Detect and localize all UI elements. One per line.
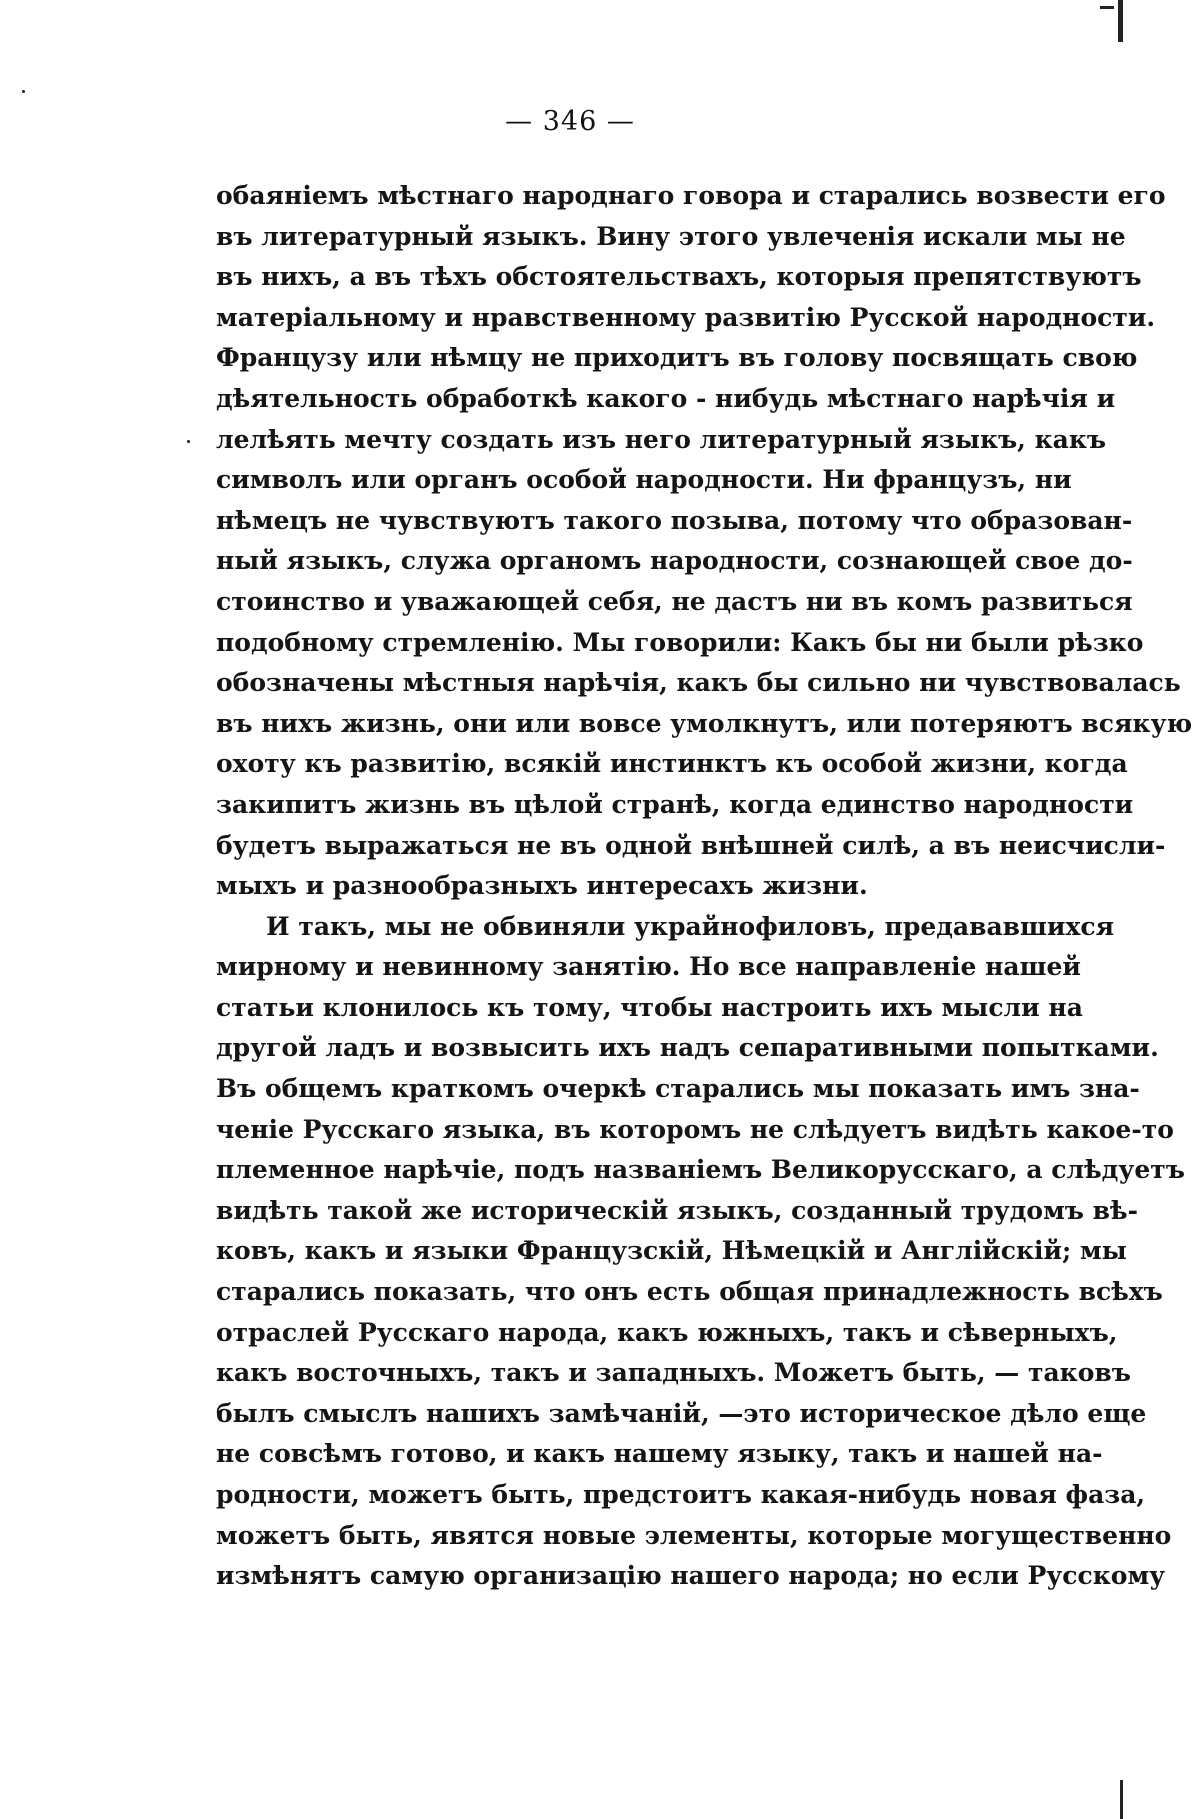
text-line: нѣмецъ не чувствуютъ такого позыва, потому что образован- [216, 505, 1133, 535]
text-line: измѣнятъ самую организацію нашего народа; но если Русскому [216, 1561, 1166, 1591]
scan-edge-mark [1118, 0, 1123, 42]
text-line: мыхъ и разнообразныхъ интересахъ жизни. [216, 871, 868, 901]
text-line: въ нихъ, а въ тѣхъ обстоятельствахъ, которыя препятствуютъ [216, 262, 1142, 292]
text-line: въ литературный языкъ. Вину этого увлеченія искали мы не [216, 221, 1126, 251]
text-line: въ нихъ жизнь, они или вовсе умолкнутъ, или потеряютъ всякую [216, 708, 1192, 738]
text-line: Французу или нѣмцу не приходитъ въ голову посвящать свою [216, 343, 1138, 373]
paragraph-1 [216, 176, 1192, 907]
text-line: стоинство и уважающей себя, не дастъ ни въ комъ развиться [216, 586, 1133, 616]
scan-edge-mark [1100, 6, 1114, 9]
text-line: другой ладъ и возвысить ихъ надъ сепаративными попытками. [216, 1033, 1159, 1063]
text-line: лелѣять мечту создать изъ него литературный языкъ, какъ [216, 424, 1107, 454]
text-line: ный языкъ, служа органомъ народности, сознающей свое до- [216, 546, 1133, 576]
scan-dot [22, 90, 25, 93]
text-line: какъ восточныхъ, такъ и западныхъ. Можетъ быть, — таковъ [216, 1358, 1131, 1388]
text-line: Въ общемъ краткомъ очеркѣ старались мы показать имъ зна- [216, 1074, 1140, 1104]
text-line: обаяніемъ мѣстнаго народнаго говора и старались возвести его [216, 181, 1166, 210]
text-line: статьи клонилось къ тому, чтобы настроить ихъ мысли на [216, 992, 1083, 1022]
text-line: видѣть такой же историческій языкъ, созданный трудомъ вѣ- [216, 1195, 1138, 1225]
text-line: символъ или органъ особой народности. Ни французъ, ни [216, 465, 1072, 495]
text-line: дѣятельность обработкѣ какого - нибудь мѣстнаго нарѣчія и [216, 383, 1116, 413]
text-line: отраслей Русскаго народа, какъ южныхъ, такъ и сѣверныхъ, [216, 1317, 1118, 1347]
text-line: подобному стремленію. Мы говорили: Какъ бы ни были рѣзко [216, 627, 1144, 657]
scan-dot [187, 440, 190, 443]
scan-edge-mark [1120, 1780, 1123, 1819]
paragraph-2 [216, 907, 1185, 1597]
text-line: родности, можетъ быть, предстоитъ какая-нибудь новая фаза, [216, 1480, 1146, 1509]
text-line: не совсѣмъ готово, и какъ нашему языку, такъ и нашей на- [216, 1439, 1103, 1469]
text-line: мирному и невинному занятію. Но все направленіе нашей [216, 952, 1081, 982]
text-line: обозначены мѣстныя нарѣчія, какъ бы сильно ни чувствовалась [216, 668, 1181, 698]
text-line: матеріальному и нравственному развитію Русской народности. [216, 302, 1156, 332]
text-line: можетъ быть, явятся новые элементы, которые могущественно [216, 1520, 1172, 1550]
text-line: ченіе Русскаго языка, въ которомъ не слѣдуетъ видѣть какое-то [216, 1114, 1174, 1144]
text-line: племенное нарѣчіе, подъ названіемъ Великорусскаго, а слѣдуетъ [216, 1155, 1185, 1185]
text-line: И такъ, мы не обвиняли украйнофиловъ, предававшихся [266, 911, 1115, 941]
text-line: охоту къ развитію, всякій инстинктъ къ особой жизни, когда [216, 749, 1128, 779]
text-line: ковъ, какъ и языки Французскій, Нѣмецкій и Англійскій; мы [216, 1236, 1127, 1266]
text-line: будетъ выражаться не въ одной внѣшней силѣ, а въ неисчисли- [216, 830, 1166, 860]
text-line: былъ смыслъ нашихъ замѣчаній, —это историческое дѣло еще [216, 1398, 1147, 1428]
page-number: — 346 — [505, 106, 635, 137]
body-text [216, 176, 1192, 1597]
text-line: закипитъ жизнь въ цѣлой странѣ, когда единство народности [216, 789, 1134, 819]
text-line: старались показать, что онъ есть общая принадлежность всѣхъ [216, 1277, 1163, 1307]
